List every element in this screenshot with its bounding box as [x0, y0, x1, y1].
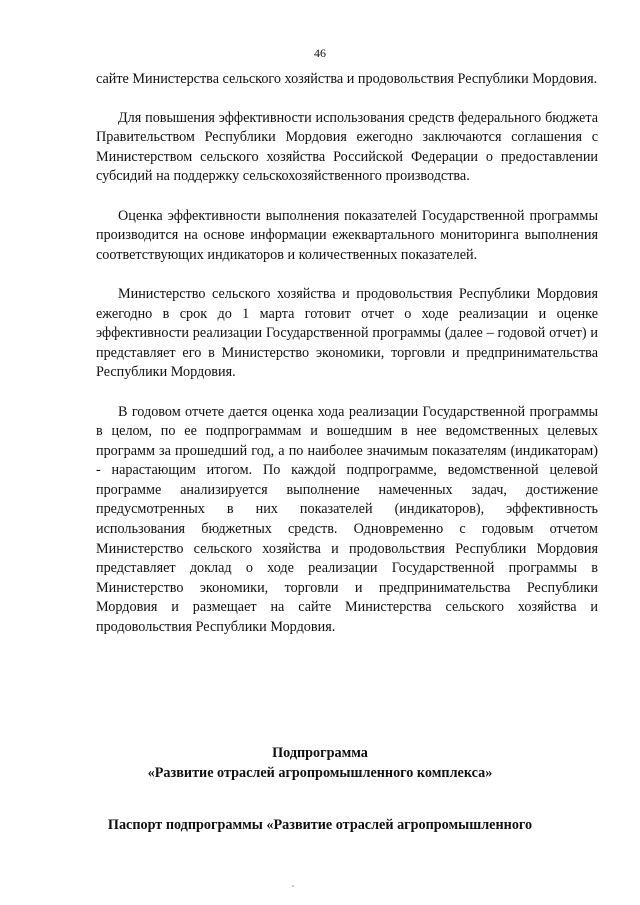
body-text — [96, 70, 598, 657]
paragraph-evaluation: Оценка эффективности выполнения показателей Государственной программы производится на основе информации ежеквартального мониторинга выполнения соответствующих индикаторов и количественных показателей. — [96, 207, 598, 263]
subprogram-label: Подпрограмма — [272, 745, 368, 761]
passport-title: Паспорт подпрограммы «Развитие отраслей агропромышленного — [107, 817, 533, 833]
paragraph-continuation: сайте Министерства сельского хозяйства и продовольствия Республики Мордовия. — [96, 71, 598, 87]
page-number: 46 — [314, 46, 326, 60]
scan-speck — [292, 885, 294, 887]
subprogram-title: «Развитие отраслей агропромышленного комплекса» — [147, 765, 493, 781]
paragraph-report-contents: В годовом отчете дается оценка хода реализации Государственной программы в целом, по ее подпрограммам и вошедшим в нее ведомственных целевых программ за прошедший год, а по наиболее значимым показателям (индикаторам) - нарастающим итогом. По каждой подпрограмме, ведомственной целевой программе анализируется выполнение намеченных задач, достижение предусмотренных в них показателей (индикаторов), эффективность использования бюджетных средств. Одновременно с годовым отчетом Министерство сельского хозяйства и продовольствия Республики Мордовия представляет доклад о ходе реализации Государственной программы в Министерство экономики, торговли и предпринимательства Республики Мордовия и размещает на сайте Министерства сельского хозяйства и продовольствия Республики Мордовия. — [96, 403, 598, 636]
paragraph-annual-report: Министерство сельского хозяйства и продовольствия Республики Мордовия ежегодно в срок до 1 марта готовит отчет о ходе реализации и оценке эффективности реализации Государственной программы (далее – годовой отчет) и представляет его в Министерство экономики, торговли и предпринимательства Республики Мордовия. — [96, 285, 598, 381]
paragraph-federal-budget: Для повышения эффективности использования средств федерального бюджета Правительством Республики Мордовия ежегодно заключаются соглашения с Министерством сельского хозяйства Российской Федерации о предоставлении субсидий на поддержку сельскохозяйственного производства. — [96, 109, 598, 185]
